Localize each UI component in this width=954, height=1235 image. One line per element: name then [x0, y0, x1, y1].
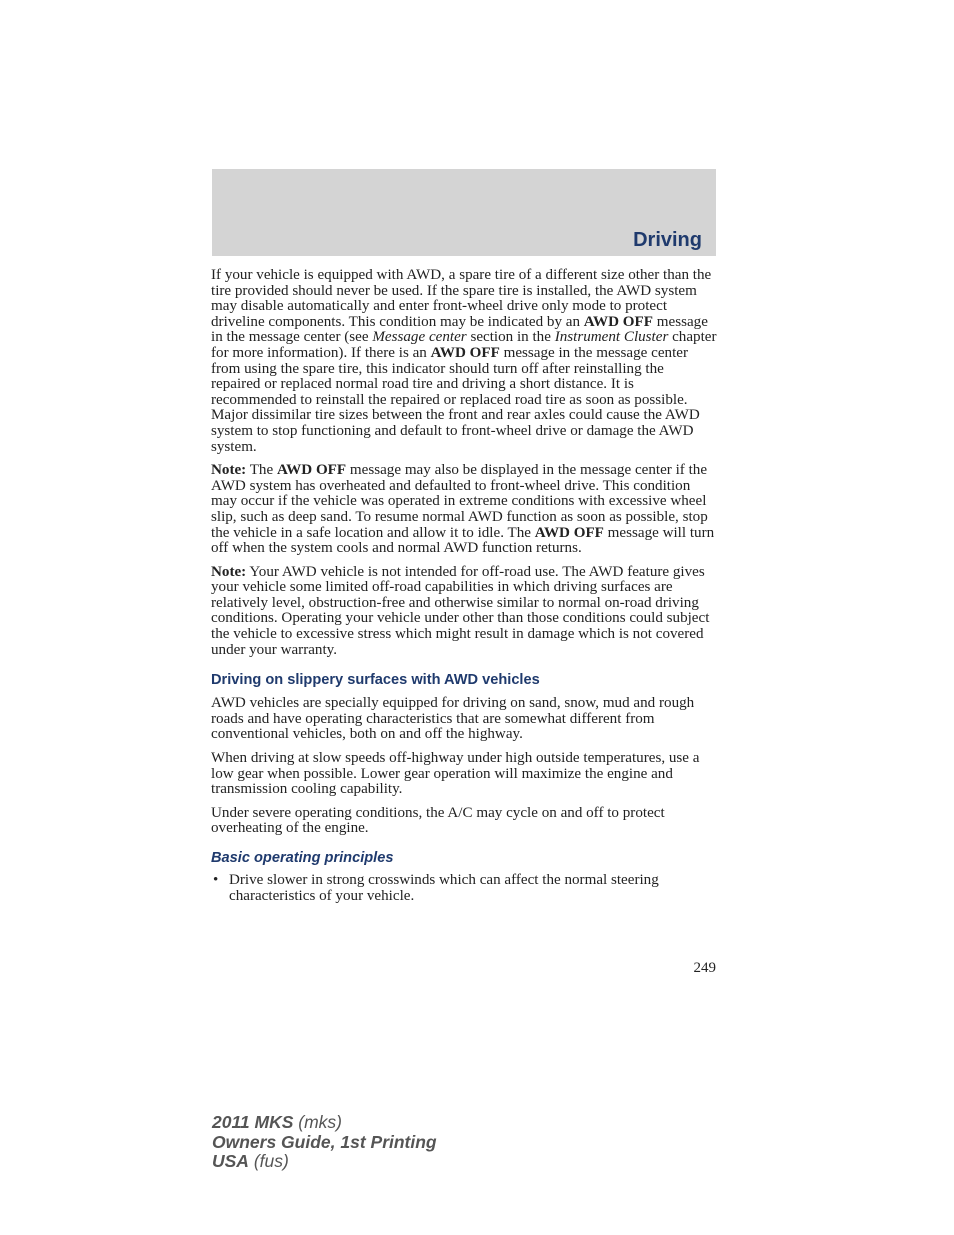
note-label: Note:	[211, 563, 247, 580]
paragraph-ac-cycle: Under severe operating conditions, the A/C may cycle on and off to protect overheating of the engine.	[211, 804, 665, 837]
awd-off-term: AWD OFF	[276, 462, 347, 479]
heading-basic-principles: Basic operating principles	[211, 850, 394, 866]
awd-off-term: AWD OFF	[583, 313, 653, 330]
note-overheat: Note: The AWD OFF message may also be displayed in the message center if the AWD system has overheated and defaulted to front-wheel drive. This condition may occur if the vehicle was operated in extreme conditions with excessive wheel slip, such as deep sand. To resume normal AWD function as soon as possible, stop the vehicle in a safe location and allow it to idle. The AWD OFF message will turn off when the system cools and normal AWD function returns.	[211, 462, 715, 557]
heading-slippery-surfaces: Driving on slippery surfaces with AWD vehicles	[211, 672, 540, 689]
footer-line-region: USA (fus)	[212, 1151, 289, 1171]
awd-off-term: AWD OFF	[430, 344, 500, 361]
paragraph-slow-speeds: When driving at slow speeds off-highway under high outside temperatures, use a low gear when possible. Lower gear operation will maximize the engine and transmission cooling capability.	[211, 750, 700, 798]
list-item: • Drive slower in strong crosswinds which can affect the normal steering characteristics of your vehicle.	[213, 872, 659, 904]
section-header-band	[212, 169, 716, 256]
note-label: Note:	[211, 462, 247, 479]
note-offroad: Note: Your AWD vehicle is not intended for off-road use. The AWD feature gives your vehicle some limited off-road capabilities in which driving surfaces are relatively level, obstruction-free and otherwise similar to normal on-road driving conditions. Operating your vehicle under other than those conditions could subject the vehicle to excessive stress which might result in damage which is not covered under your warranty.	[211, 563, 710, 658]
footer-line-guide: Owners Guide, 1st Printing	[212, 1131, 437, 1152]
section-title: Driving	[633, 229, 702, 251]
bullet-icon: •	[213, 872, 219, 888]
footer-line-model: 2011 MKS (mks)	[212, 1112, 342, 1132]
principles-list	[211, 873, 717, 904]
ref-message-center: Message center	[372, 329, 467, 346]
footer-edition	[212, 1113, 437, 1172]
page-number: 249	[693, 960, 716, 976]
paragraph-awd-equipped: AWD vehicles are specially equipped for driving on sand, snow, mud and rough roads and have operating characteristics that are somewhat different from conventional vehicles, both on and off the highway.	[211, 695, 695, 743]
ref-instrument-cluster: Instrument Cluster	[554, 329, 669, 346]
page-content	[211, 268, 717, 904]
awd-off-term: AWD OFF	[534, 524, 604, 541]
paragraph-spare-tire: If your vehicle is equipped with AWD, a spare tire of a different size other than the tire provided should never be used. If the spare tire is installed, the AWD system may disable automatically and enter front-wheel drive only mode to protect driveline components. This condition may be indicated by an AWD OFF message in the message center (see Message center section in the Instrument Cluster chapter for more information). If there is an AWD OFF message in the message center from using the spare tire, this indicator should turn off after reinstalling the repaired or replaced normal road tire and driving a short distance. It is recommended to reinstall the repaired or replaced road tire as soon as possible. Major dissimilar tire sizes between the front and rear axles could cause the AWD system to stop functioning and default to front-wheel drive or damage the AWD system.	[211, 267, 717, 455]
